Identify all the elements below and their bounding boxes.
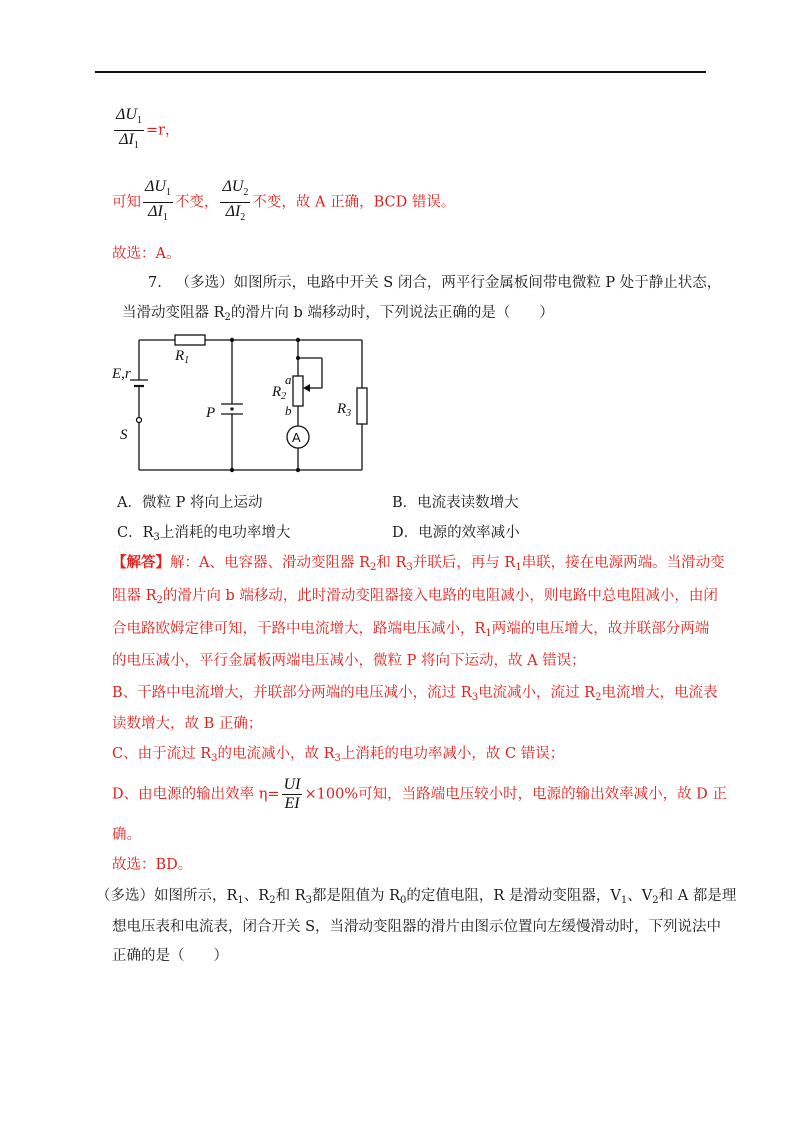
fraction-ui-ei: $\frac{UI}{EI}$ xyxy=(283,776,301,812)
r2-label: $R_2$ xyxy=(272,384,287,402)
fraction-du2: $\frac{\Delta U_2}{\Delta I_2}$ xyxy=(222,178,249,224)
option-b: B．电流表读数增大 xyxy=(392,495,519,511)
slider-arrow-icon xyxy=(303,384,310,392)
ammeter-label: A xyxy=(292,430,301,445)
question-7-line-1: 7. （多选）如图所示，电路中开关 S 闭合，两平行金属板间带电微粒 P 处于静止状态， xyxy=(148,275,722,291)
header-rule xyxy=(95,71,706,73)
fraction-du1-di1: $\frac{\Delta U_1}{\Delta I_1}$ xyxy=(116,106,142,152)
solution-line-8: D、由电源的输出效率 η= $\frac{UI}{EI}$ ×100%可知，当路端电压较小时，电源的输出效率减小，故 D 正 xyxy=(112,776,727,812)
fraction-line xyxy=(112,106,180,155)
r3-label: $R_3$ xyxy=(337,401,352,419)
fraction-du1: $\frac{\Delta U_1}{\Delta I_1}$ xyxy=(145,178,171,224)
option-d: D．电源的效率减小 xyxy=(392,525,520,541)
question-8-line-1: （多选）如图所示，$R_1$、$R_2$和 $R_3$都是阻值为 $R_0$的定值电阻，R 是滑动变阻器，$V_1$、$V_2$和 A 都是理 xyxy=(96,888,737,906)
source-label: E,r xyxy=(112,366,131,382)
particle-dot xyxy=(230,407,233,410)
previous-answer: 故选：A。 xyxy=(112,246,181,262)
solution-line-2: 阻器 $R_2$的滑片向 b 端移动，此时滑动变阻器接入电路的电阻减小，则电路中总电阻减小，由闭 xyxy=(112,588,718,606)
circuit-diagram xyxy=(108,328,370,474)
equals-r: =r， xyxy=(145,122,180,139)
solution-line-9: 确。 xyxy=(112,827,141,843)
solution-line-4: 的电压减小，平行金属板两端电压减小，微粒 P 将向下运动，故 A 错误； xyxy=(112,653,586,669)
option-c: C．$R_3$上消耗的电功率增大 xyxy=(117,525,291,543)
solution-answer: 故选：BD。 xyxy=(112,857,193,873)
solution-line-6: 读数增大，故 B 正确； xyxy=(112,716,263,732)
terminal-a-label: a xyxy=(285,372,292,387)
option-a: A．微粒 P 将向上运动 xyxy=(117,495,263,511)
question-7-line-2: 当滑动变阻器 $R_2$的滑片向 b 端移动时，下列说法正确的是（ ） xyxy=(122,305,554,323)
question-8-line-2: 想电压表和电流表，闭合开关 S，当滑动变阻器的滑片由图示位置向左缓慢滑动时，下列说法中 xyxy=(112,919,722,935)
r1-label: $R_1$ xyxy=(175,348,190,366)
question-8-line-3: 正确的是（ ） xyxy=(112,948,228,964)
conclusion-line: 可知 $\frac{\Delta U_1}{\Delta I_1}$ 不变， $\frac{\Delta U_2}{\Delta I_2}$ 不变，故 A 正确，BCD 错误。 xyxy=(112,178,455,227)
solution-line-7: C、由于流过 $R_3$的电流减小，故 $R_3$上消耗的电功率减小，故 C 错误； xyxy=(112,746,565,764)
solution-line-1: 【解答】解：A、电容器、滑动变阻器 $R_2$和 $R_3$并联后，再与 $R_1$串联，接在电源两端。当滑动变 xyxy=(112,554,725,573)
terminal-b-label: b xyxy=(285,403,292,418)
solution-line-3: 合电路欧姆定律可知，干路中电流增大，路端电压减小，$R_1$两端的电压增大，故并联部分两端 xyxy=(112,621,710,639)
switch-label: S xyxy=(120,427,128,443)
particle-label: P xyxy=(206,405,216,421)
solution-line-5: B、干路中电流增大，并联部分两端的电压减小，流过 $R_3$电流减小，流过 $R_2$电流增大，电流表 xyxy=(112,685,718,703)
